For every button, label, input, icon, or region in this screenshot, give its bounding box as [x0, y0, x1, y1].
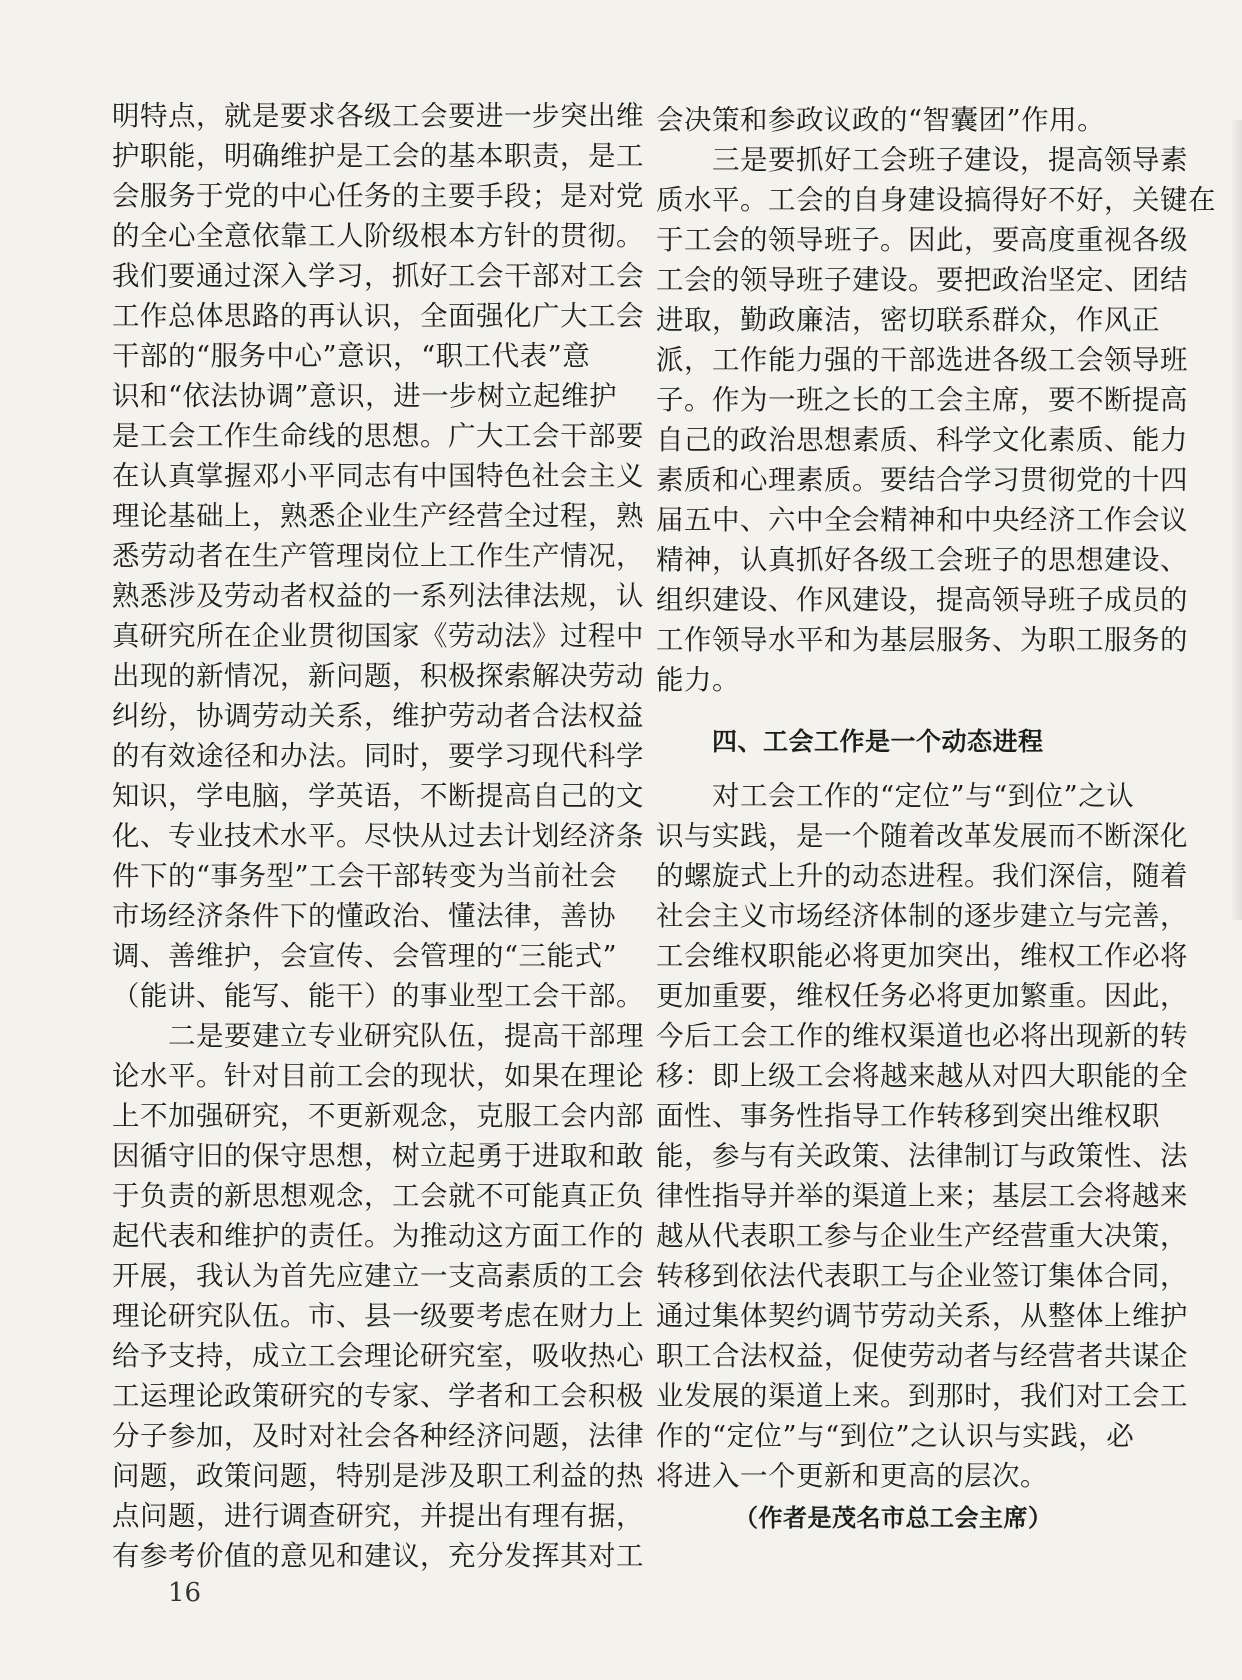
text-line: 届五中、六中全会精神和中央经济工作会议 [656, 504, 1188, 536]
text-line: 点问题，进行调查研究，并提出有理有据， [112, 1500, 644, 1532]
text-line: 进取，勤政廉洁，密切联系群众，作风正 [656, 304, 1160, 336]
text-line: 理论研究队伍。市、县一级要考虑在财力上 [112, 1300, 644, 1332]
text-line: 工会的领导班子建设。要把政治坚定、团结 [656, 264, 1188, 296]
text-line: 面性、事务性指导工作转移到突出维权职 [656, 1100, 1160, 1132]
text-line: 今后工会工作的维权渠道也必将出现新的转 [656, 1020, 1188, 1052]
text-line: 件下的“事务型”工会干部转变为当前社会 [112, 860, 618, 892]
text-line: 移：即上级工会将越来越从对四大职能的全 [656, 1060, 1188, 1092]
text-line: 明特点，就是要求各级工会要进一步突出维 [112, 100, 644, 132]
paragraph-start-line: 二是要建立专业研究队伍，提高干部理 [168, 1020, 644, 1052]
text-line: 有参考价值的意见和建议，充分发挥其对工 [112, 1540, 644, 1572]
text-line: 于工会的领导班子。因此，要高度重视各级 [656, 224, 1188, 256]
text-line: 质水平。工会的自身建设搞得好不好，关键在 [656, 184, 1216, 216]
text-line: 调、善维护，会宣传、会管理的“三能式” [112, 940, 618, 972]
text-line: 工会维权职能必将更加突出，维权工作必将 [656, 940, 1188, 972]
scan-edge-shadow [1230, 120, 1242, 920]
text-line: 在认真掌握邓小平同志有中国特色社会主义 [112, 460, 644, 492]
text-line: 护职能，明确维护是工会的基本职责，是工 [112, 140, 644, 172]
text-line: 因循守旧的保守思想，树立起勇于进取和敢 [112, 1140, 644, 1172]
text-line: 律性指导并举的渠道上来；基层工会将越来 [656, 1180, 1188, 1212]
text-line: 起代表和维护的责任。为推动这方面工作的 [112, 1220, 644, 1252]
text-line: 作的“定位”与“到位”之认识与实践，必 [656, 1420, 1135, 1452]
text-line: 自己的政治思想素质、科学文化素质、能力 [656, 424, 1188, 456]
text-line: （能讲、能写、能干）的事业型工会干部。 [112, 980, 644, 1012]
text-line: 问题，政策问题，特别是涉及职工利益的热 [112, 1460, 644, 1492]
text-line: 的有效途径和办法。同时，要学习现代科学 [112, 740, 644, 772]
text-line: 精神，认真抓好各级工会班子的思想建设、 [656, 544, 1188, 576]
text-line: 化、专业技术水平。尽快从过去计划经济条 [112, 820, 644, 852]
text-line: 素质和心理素质。要结合学习贯彻党的十四 [656, 464, 1188, 496]
text-line: 悉劳动者在生产管理岗位上工作生产情况， [112, 540, 644, 572]
text-line: 会决策和参政议政的“智囊团”作用。 [656, 104, 1106, 136]
text-line: 真研究所在企业贯彻国家《劳动法》过程中 [112, 620, 644, 652]
text-line: 分子参加，及时对社会各种经济问题，法律 [112, 1420, 644, 1452]
text-line: 职工合法权益，促使劳动者与经营者共谋企 [656, 1340, 1188, 1372]
author-byline: （作者是茂名市总工会主席） [734, 1504, 1053, 1532]
paragraph-start-line: 三是要抓好工会班子建设，提高领导素 [712, 144, 1188, 176]
text-line: 会服务于党的中心任务的主要手段；是对党 [112, 180, 644, 212]
text-line: 组织建设、作风建设，提高领导班子成员的 [656, 584, 1188, 616]
text-line: 能，参与有关政策、法律制订与政策性、法 [656, 1140, 1188, 1172]
text-line: 给予支持，成立工会理论研究室，吸收热心 [112, 1340, 644, 1372]
text-line: 业发展的渠道上来。到那时，我们对工会工 [656, 1380, 1188, 1412]
paragraph-start-line: 对工会工作的“定位”与“到位”之认 [712, 780, 1135, 812]
text-line: 越从代表职工参与企业生产经营重大决策， [656, 1220, 1188, 1252]
text-line: 上不加强研究，不更新观念，克服工会内部 [112, 1100, 644, 1132]
text-line: 纠纷，协调劳动关系，维护劳动者合法权益 [112, 700, 644, 732]
text-line: 是工会工作生命线的思想。广大工会干部要 [112, 420, 644, 452]
text-line: 识与实践，是一个随着改革发展而不断深化 [656, 820, 1188, 852]
text-line: 通过集体契约调节劳动关系，从整体上维护 [656, 1300, 1188, 1332]
text-line: 工运理论政策研究的专家、学者和工会积极 [112, 1380, 644, 1412]
text-line: 工作领导水平和为基层服务、为职工服务的 [656, 624, 1188, 656]
text-line: 开展，我认为首先应建立一支高素质的工会 [112, 1260, 644, 1292]
right-column [656, 100, 1216, 1538]
text-line: 理论基础上，熟悉企业生产经营全过程，熟 [112, 500, 644, 532]
text-line: 社会主义市场经济体制的逐步建立与完善， [656, 900, 1188, 932]
text-line: 市场经济条件下的懂政治、懂法律，善协 [112, 900, 616, 932]
text-line: 将进入一个更新和更高的层次。 [656, 1460, 1048, 1492]
left-column [112, 96, 644, 1576]
text-line: 干部的“服务中心”意识，“职工代表”意 [112, 340, 591, 372]
text-line: 我们要通过深入学习，抓好工会干部对工会 [112, 260, 644, 292]
text-line: 熟悉涉及劳动者权益的一系列法律法规，认 [112, 580, 644, 612]
text-line: 出现的新情况，新问题，积极探索解决劳动 [112, 660, 644, 692]
section-heading: 四、工会工作是一个动态进程 [712, 727, 1044, 756]
text-line: 转移到依法代表职工与企业签订集体合同， [656, 1260, 1188, 1292]
text-line: 子。作为一班之长的工会主席，要不断提高 [656, 384, 1188, 416]
text-line: 论水平。针对目前工会的现状，如果在理论 [112, 1060, 644, 1092]
text-line: 能力。 [656, 664, 740, 696]
page-number: 16 [168, 1578, 202, 1608]
text-line: 派，工作能力强的干部选进各级工会领导班 [656, 344, 1188, 376]
text-line: 工作总体思路的再认识，全面强化广大工会 [112, 300, 644, 332]
text-line: 的全心全意依靠工人阶级根本方针的贯彻。 [112, 220, 644, 252]
text-line: 于负责的新思想观念，工会就不可能真正负 [112, 1180, 644, 1212]
text-line: 的螺旋式上升的动态进程。我们深信，随着 [656, 860, 1188, 892]
text-line: 更加重要，维权任务必将更加繁重。因此， [656, 980, 1188, 1012]
text-line: 知识，学电脑，学英语，不断提高自己的文 [112, 780, 644, 812]
text-line: 识和“依法协调”意识，进一步树立起维护 [112, 380, 618, 412]
